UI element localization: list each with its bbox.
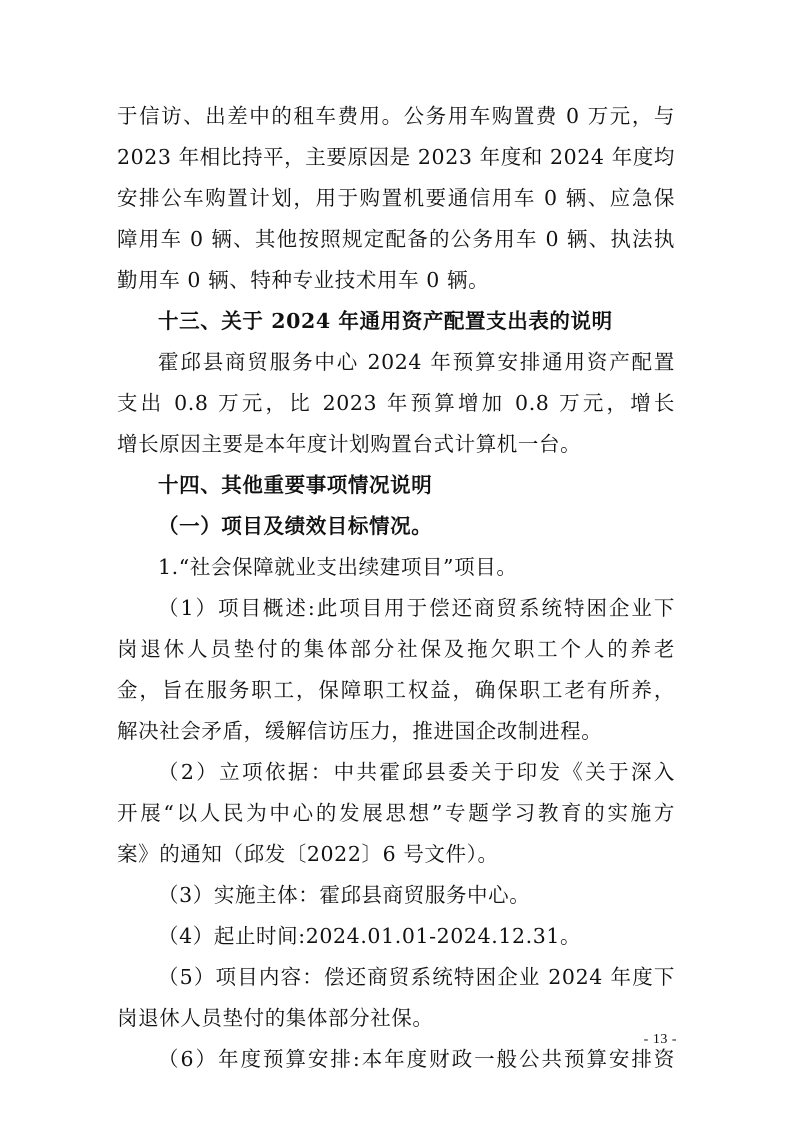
body-line: 岗退休人员垫付的集体部分社保及拖欠职工个人的养老 <box>117 637 675 661</box>
body-line: 于信访、出差中的租车费用。公务用车购置费 0 万元，与 <box>117 104 675 128</box>
body-line: 支出 0.8 万元，比 2023 年预算增加 0.8 万元，增长 <box>117 391 675 415</box>
body-line: 勤用车 0 辆、特种专业技术用车 0 辆。 <box>117 268 490 292</box>
body-line: （5）项目内容：偿还商贸系统特困企业 2024 年度下 <box>158 965 675 989</box>
item-title: 1.“社会保障就业支出续建项目”项目。 <box>158 555 518 579</box>
section-heading: 十四、其他重要事项情况说明 <box>158 473 433 497</box>
body-line: （1）项目概述:此项目用于偿还商贸系统特困企业下 <box>158 596 675 620</box>
body-line: 障用车 0 辆、其他按照规定配备的公务用车 0 辆、执法执 <box>117 227 675 251</box>
body-line: 金，旨在服务职工，保障职工权益，确保职工老有所养， <box>117 678 675 702</box>
body-line: 增长原因主要是本年度计划购置台式计算机一台。 <box>117 432 582 456</box>
body-line: 案》的通知（邱发〔2022〕6 号文件）。 <box>117 842 499 866</box>
body-line: 开展“以人民为中心的发展思想”专题学习教育的实施方 <box>117 801 675 825</box>
section-heading: 十三、关于 2024 年通用资产配置支出表的说明 <box>158 309 613 333</box>
page-number: - 13 - <box>643 1032 677 1047</box>
body-line: （4）起止时间:2024.01.01-2024.12.31。 <box>158 924 582 948</box>
body-line: （3）实施主体：霍邱县商贸服务中心。 <box>158 883 531 907</box>
body-line: 岗退休人员垫付的集体部分社保。 <box>117 1006 434 1030</box>
subsection-heading: （一）项目及绩效目标情况。 <box>158 514 433 538</box>
body-line: （2）立项依据：中共霍邱县委关于印发《关于深入 <box>158 760 675 784</box>
body-line: （6）年度预算安排:本年度财政一般公共预算安排资 <box>158 1047 675 1071</box>
body-line: 2023 年相比持平，主要原因是 2023 年度和 2024 年度均 <box>117 145 675 169</box>
body-line: 解决社会矛盾，缓解信访压力，推进国企改制进程。 <box>117 719 603 743</box>
body-line: 霍邱县商贸服务中心 2024 年预算安排通用资产配置 <box>158 350 675 374</box>
body-line: 安排公车购置计划，用于购置机要通信用车 0 辆、应急保 <box>117 186 675 210</box>
